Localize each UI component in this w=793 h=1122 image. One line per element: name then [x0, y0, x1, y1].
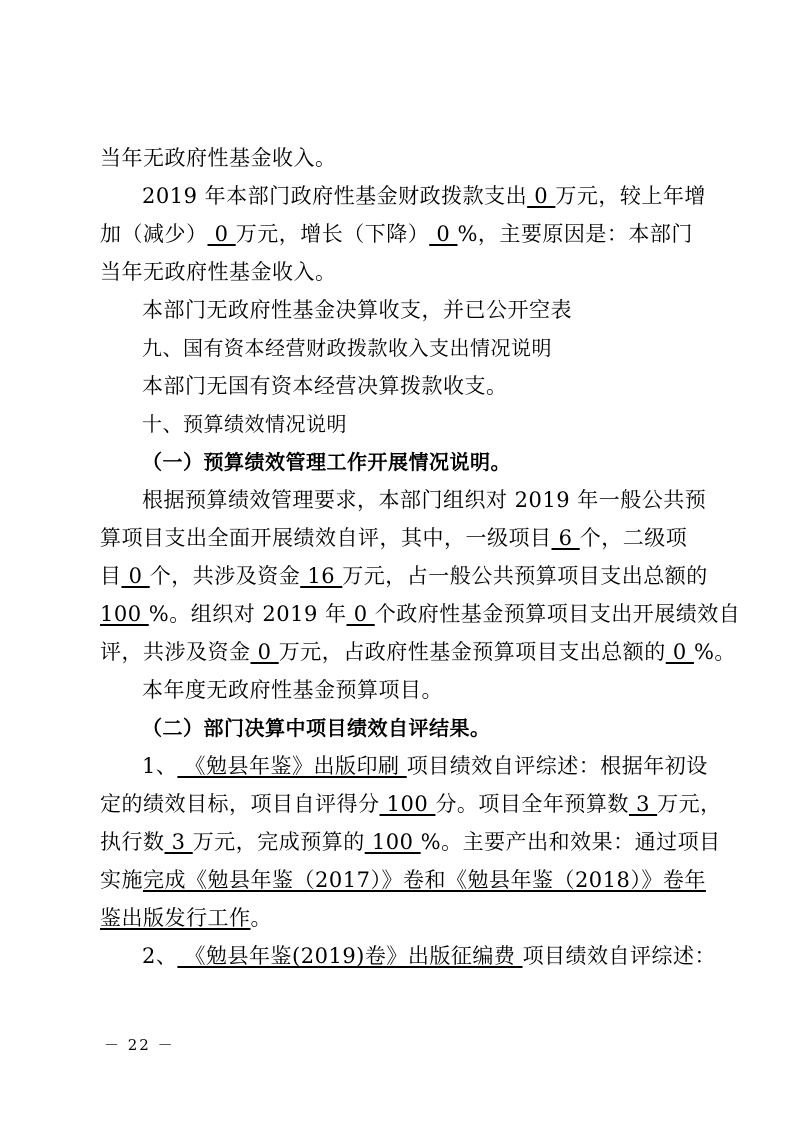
text: 个，二级项	[579, 526, 688, 550]
text-line	[100, 903, 700, 933]
text-line	[100, 219, 700, 249]
text: 2019 年本部门政府性基金财政拨款支出	[142, 184, 528, 208]
filled-value: 100	[379, 792, 436, 816]
text: 本年度无政府性基金预算项目。	[142, 678, 443, 702]
text: 加（减少）	[100, 222, 208, 246]
filled-value: 完成《勉县年鉴（2017）》卷和《勉县年鉴（2018）》卷年	[143, 868, 706, 892]
text: 万元，占一般公共预算项目支出总额的	[342, 564, 708, 588]
text: 当年无政府性基金收入。	[100, 146, 337, 170]
project-name: 《勉县年鉴(2019)卷》出版征编费	[177, 944, 523, 968]
filled-value: 0	[346, 602, 375, 626]
filled-value: 0	[527, 184, 556, 208]
text-line	[142, 941, 742, 971]
text-line	[142, 295, 742, 325]
text: 万元，	[657, 792, 722, 816]
filled-value: 0	[207, 222, 236, 246]
filled-value: 3	[164, 830, 193, 854]
text: 。	[250, 906, 272, 930]
filled-value: 6	[551, 526, 580, 550]
text: 项目绩效自评综述：	[522, 944, 717, 968]
text: 分。项目全年预算数	[435, 792, 629, 816]
text-line	[100, 637, 736, 667]
text-line	[100, 599, 741, 629]
text: 当年无政府性基金收入。	[100, 260, 337, 284]
filled-value: 0	[429, 222, 458, 246]
text-line	[142, 485, 742, 515]
section-heading	[142, 333, 742, 363]
text-line	[142, 181, 742, 211]
text: 执行数	[100, 830, 165, 854]
page-number: － 22 －	[104, 1036, 175, 1054]
text: 万元，占政府性基金预算项目支出总额的	[278, 640, 666, 664]
heading-text: （一）预算绩效管理工作开展情况说明。	[142, 450, 511, 474]
text-line	[100, 865, 706, 895]
text: 本部门无国有资本经营决算拨款收支。	[142, 374, 508, 398]
filled-value: 100	[364, 830, 421, 854]
text: 项目绩效自评综述：根据年初设	[406, 754, 708, 778]
heading-text: （二）部门决算中项目绩效自评结果。	[142, 716, 491, 740]
text-line	[100, 561, 708, 591]
text: 个政府性基金预算项目支出开展绩效自	[374, 602, 741, 626]
text: 1、	[142, 754, 178, 778]
text-line	[142, 371, 742, 401]
text: 万元，完成预算的	[192, 830, 365, 854]
text: 万元，较上年增	[555, 184, 706, 208]
text-line	[100, 143, 700, 173]
section-heading	[142, 409, 742, 439]
text: 定的绩效目标，项目自评得分	[100, 792, 380, 816]
text: 个，共涉及资金	[149, 564, 301, 588]
text: %。主要产出和效果：通过项目	[420, 830, 721, 854]
filled-value: 16	[300, 564, 343, 588]
text: %。组织对 2019 年	[148, 602, 347, 626]
text-line	[100, 523, 700, 553]
filled-value: 0	[665, 640, 694, 664]
text-line	[100, 827, 721, 857]
text: %。	[693, 640, 736, 664]
text-line	[142, 751, 742, 781]
text: 目	[100, 564, 122, 588]
subsection-heading	[142, 447, 742, 477]
heading-text: 九、国有资本经营财政拨款收入支出情况说明	[142, 336, 552, 360]
text: 实施	[100, 868, 143, 892]
text: %，主要原因是：本部门	[457, 222, 693, 246]
filled-value: 0	[250, 640, 279, 664]
text: 算项目支出全面开展绩效自评，其中，一级项目	[100, 526, 552, 550]
text-line	[100, 789, 722, 819]
heading-text: 十、预算绩效情况说明	[142, 412, 347, 436]
filled-value: 3	[628, 792, 658, 816]
filled-value: 鉴出版发行工作	[100, 906, 251, 930]
text-line	[100, 257, 700, 287]
text: 评，共涉及资金	[100, 640, 251, 664]
filled-value: 100	[100, 602, 149, 626]
filled-value: 0	[121, 564, 150, 588]
text: 2、	[142, 944, 178, 968]
text: 万元，增长（下降）	[235, 222, 430, 246]
project-name: 《勉县年鉴》出版印刷	[177, 754, 407, 778]
text-line	[142, 675, 742, 705]
subsection-heading	[142, 713, 742, 743]
text: 根据预算绩效管理要求，本部门组织对 2019 年一般公共预	[142, 488, 707, 512]
text: 本部门无政府性基金决算收支，并已公开空表	[142, 298, 572, 322]
